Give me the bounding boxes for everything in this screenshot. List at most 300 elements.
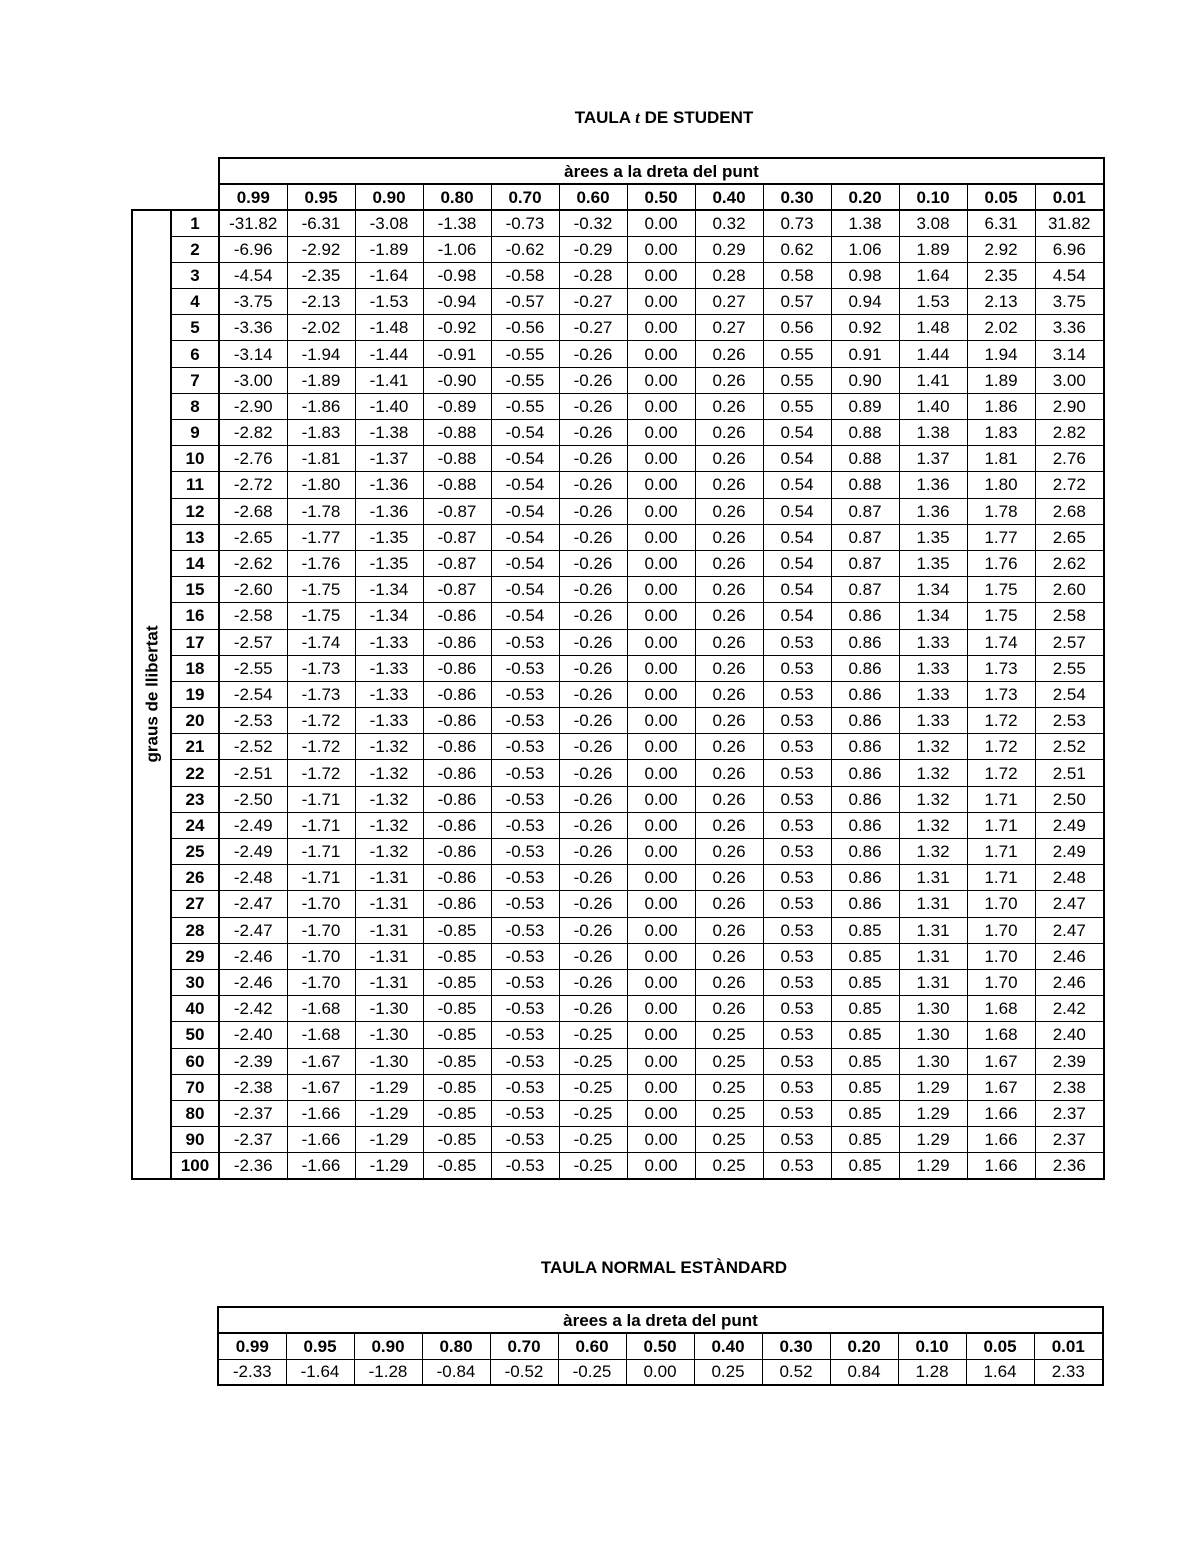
degrees-of-freedom-text: graus de llibertat [142, 625, 161, 763]
value-cell: 1.70 [967, 969, 1035, 995]
probability-header: 0.40 [695, 184, 763, 210]
value-cell: 1.73 [967, 655, 1035, 681]
value-cell: 1.81 [967, 446, 1035, 472]
value-cell: 0.87 [831, 550, 899, 576]
value-cell: 1.70 [967, 891, 1035, 917]
value-cell: -0.54 [491, 577, 559, 603]
value-cell: -1.06 [423, 236, 491, 262]
df-cell: 10 [171, 446, 219, 472]
value-cell: -0.53 [491, 1127, 559, 1153]
value-cell: -2.13 [287, 289, 355, 315]
df-cell: 5 [171, 315, 219, 341]
value-cell: 0.87 [831, 498, 899, 524]
value-cell: 1.33 [899, 708, 967, 734]
value-cell: -0.86 [423, 891, 491, 917]
value-cell: -2.47 [219, 891, 287, 917]
value-cell: -0.54 [491, 603, 559, 629]
value-cell: 3.08 [899, 210, 967, 236]
probability-header: 0.99 [219, 184, 287, 210]
value-cell: -0.86 [423, 812, 491, 838]
normal-probability-header: 0.20 [830, 1333, 898, 1359]
value-cell: -1.31 [355, 865, 423, 891]
normal-probability-header: 0.30 [762, 1333, 830, 1359]
value-cell: -2.39 [219, 1048, 287, 1074]
value-cell: 0.86 [831, 891, 899, 917]
value-cell: -1.70 [287, 891, 355, 917]
value-cell: 0.89 [831, 393, 899, 419]
value-cell: 2.62 [1035, 550, 1104, 576]
df-cell: 19 [171, 681, 219, 707]
df-cell: 1 [171, 210, 219, 236]
value-cell: 0.54 [763, 524, 831, 550]
value-cell: 0.56 [763, 315, 831, 341]
normal-probability-header: 0.80 [422, 1333, 490, 1359]
value-cell: 0.53 [763, 1100, 831, 1126]
value-cell: -0.86 [423, 708, 491, 734]
value-cell: 3.36 [1035, 315, 1104, 341]
value-cell: 2.38 [1035, 1074, 1104, 1100]
value-cell: -1.66 [287, 1127, 355, 1153]
value-cell: 0.86 [831, 865, 899, 891]
value-cell: -0.29 [559, 236, 627, 262]
value-cell: -0.62 [491, 236, 559, 262]
value-cell: 1.66 [967, 1127, 1035, 1153]
blank-cell [131, 1307, 170, 1333]
value-cell: -0.53 [491, 1100, 559, 1126]
value-cell: 31.82 [1035, 210, 1104, 236]
value-cell: 0.00 [627, 865, 695, 891]
table-row [132, 341, 1104, 367]
value-cell: 1.66 [967, 1100, 1035, 1126]
value-cell: -1.30 [355, 996, 423, 1022]
value-cell: 1.29 [899, 1127, 967, 1153]
value-cell: 1.29 [899, 1074, 967, 1100]
value-cell: -0.86 [423, 629, 491, 655]
value-cell: -2.54 [219, 681, 287, 707]
value-cell: 0.85 [831, 996, 899, 1022]
value-cell: 0.26 [695, 420, 763, 446]
probability-header: 0.80 [423, 184, 491, 210]
value-cell: 2.51 [1035, 760, 1104, 786]
value-cell: 0.26 [695, 891, 763, 917]
value-cell: -2.76 [219, 446, 287, 472]
value-cell: -1.77 [287, 524, 355, 550]
probability-header: 0.95 [287, 184, 355, 210]
value-cell: -1.71 [287, 812, 355, 838]
value-cell: -1.66 [287, 1153, 355, 1179]
value-cell: -2.40 [219, 1022, 287, 1048]
value-cell: 0.27 [695, 289, 763, 315]
value-cell: -0.53 [491, 1022, 559, 1048]
value-cell: 1.86 [967, 393, 1035, 419]
value-cell: -0.25 [559, 1074, 627, 1100]
value-cell: -2.35 [287, 262, 355, 288]
value-cell: -1.31 [355, 969, 423, 995]
value-cell: -0.86 [423, 786, 491, 812]
df-cell: 80 [171, 1100, 219, 1126]
value-cell: 1.30 [899, 1022, 967, 1048]
value-cell: 0.26 [695, 839, 763, 865]
value-cell: -3.36 [219, 315, 287, 341]
value-cell: -0.86 [423, 655, 491, 681]
df-cell: 90 [171, 1127, 219, 1153]
value-cell: 0.53 [763, 891, 831, 917]
value-cell: 0.86 [831, 734, 899, 760]
value-cell: 0.00 [627, 891, 695, 917]
value-cell: 0.86 [831, 786, 899, 812]
value-cell: -0.25 [559, 1127, 627, 1153]
probability-header: 0.70 [491, 184, 559, 210]
value-cell: -1.68 [287, 996, 355, 1022]
value-cell: -2.58 [219, 603, 287, 629]
value-cell: 0.88 [831, 446, 899, 472]
df-cell: 27 [171, 891, 219, 917]
value-cell: 1.31 [899, 969, 967, 995]
value-cell: 1.72 [967, 760, 1035, 786]
value-cell: -1.75 [287, 577, 355, 603]
value-cell: 0.53 [763, 734, 831, 760]
value-cell: -0.87 [423, 577, 491, 603]
normal-value-cell: -0.52 [490, 1359, 558, 1385]
value-cell: -2.53 [219, 708, 287, 734]
value-cell: 0.25 [695, 1048, 763, 1074]
value-cell: -0.85 [423, 1127, 491, 1153]
value-cell: -1.41 [355, 367, 423, 393]
value-cell: -6.31 [287, 210, 355, 236]
value-cell: 0.86 [831, 760, 899, 786]
value-cell: 1.41 [899, 367, 967, 393]
value-cell: -0.25 [559, 1022, 627, 1048]
value-cell: 1.40 [899, 393, 967, 419]
value-cell: 1.38 [899, 420, 967, 446]
value-cell: 0.27 [695, 315, 763, 341]
value-cell: 0.00 [627, 1100, 695, 1126]
value-cell: 0.00 [627, 734, 695, 760]
normal-value-cell: 1.28 [898, 1359, 966, 1385]
value-cell: -0.54 [491, 550, 559, 576]
value-cell: -0.26 [559, 367, 627, 393]
value-cell: 1.48 [899, 315, 967, 341]
table-row [132, 839, 1104, 865]
value-cell: 1.30 [899, 1048, 967, 1074]
value-cell: 2.47 [1035, 891, 1104, 917]
value-cell: -1.73 [287, 681, 355, 707]
value-cell: 1.73 [967, 681, 1035, 707]
value-cell: 0.26 [695, 393, 763, 419]
value-cell: 1.75 [967, 603, 1035, 629]
normal-value-cell: 0.25 [694, 1359, 762, 1385]
value-cell: -1.75 [287, 603, 355, 629]
value-cell: -1.29 [355, 1100, 423, 1126]
value-cell: 1.44 [899, 341, 967, 367]
df-cell: 70 [171, 1074, 219, 1100]
df-cell: 2 [171, 236, 219, 262]
df-cell: 40 [171, 996, 219, 1022]
table-row [132, 760, 1104, 786]
value-cell: 1.89 [967, 367, 1035, 393]
value-cell: 0.26 [695, 943, 763, 969]
value-cell: 1.36 [899, 472, 967, 498]
value-cell: 0.25 [695, 1100, 763, 1126]
value-cell: -3.00 [219, 367, 287, 393]
value-cell: 0.53 [763, 1048, 831, 1074]
value-cell: 0.57 [763, 289, 831, 315]
value-cell: 2.55 [1035, 655, 1104, 681]
value-cell: -1.37 [355, 446, 423, 472]
value-cell: -2.55 [219, 655, 287, 681]
value-cell: -1.32 [355, 839, 423, 865]
value-cell: 0.53 [763, 708, 831, 734]
value-cell: -1.86 [287, 393, 355, 419]
value-cell: 0.26 [695, 472, 763, 498]
value-cell: 0.00 [627, 943, 695, 969]
area-header: àrees a la dreta del punt [219, 158, 1104, 184]
value-cell: -1.94 [287, 341, 355, 367]
value-cell: 0.94 [831, 289, 899, 315]
value-cell: 0.00 [627, 393, 695, 419]
value-cell: 0.86 [831, 603, 899, 629]
value-cell: -0.98 [423, 262, 491, 288]
value-cell: 1.67 [967, 1074, 1035, 1100]
table-row [132, 315, 1104, 341]
value-cell: -2.62 [219, 550, 287, 576]
table-row [132, 865, 1104, 891]
value-cell: 0.00 [627, 367, 695, 393]
value-cell: -1.36 [355, 472, 423, 498]
df-cell: 24 [171, 812, 219, 838]
value-cell: 1.80 [967, 472, 1035, 498]
value-cell: 1.37 [899, 446, 967, 472]
value-cell: 0.00 [627, 681, 695, 707]
value-cell: 2.42 [1035, 996, 1104, 1022]
value-cell: 2.49 [1035, 839, 1104, 865]
df-cell: 17 [171, 629, 219, 655]
value-cell: -0.26 [559, 603, 627, 629]
value-cell: 0.00 [627, 498, 695, 524]
value-cell: -1.72 [287, 734, 355, 760]
value-cell: -2.42 [219, 996, 287, 1022]
value-cell: -0.87 [423, 524, 491, 550]
value-cell: -2.82 [219, 420, 287, 446]
value-cell: 0.86 [831, 708, 899, 734]
value-cell: -1.66 [287, 1100, 355, 1126]
table-row [132, 289, 1104, 315]
t-title-symbol: t [635, 108, 640, 127]
value-cell: -1.38 [355, 420, 423, 446]
df-cell: 29 [171, 943, 219, 969]
t-student-table [131, 157, 1105, 1180]
value-cell: 2.57 [1035, 629, 1104, 655]
value-cell: 1.31 [899, 891, 967, 917]
value-cell: -0.94 [423, 289, 491, 315]
area-header-row [132, 158, 1104, 184]
value-cell: 0.53 [763, 996, 831, 1022]
table-row [132, 393, 1104, 419]
value-cell: -0.26 [559, 996, 627, 1022]
value-cell: 1.72 [967, 734, 1035, 760]
value-cell: -0.87 [423, 550, 491, 576]
df-cell: 100 [171, 1153, 219, 1179]
value-cell: 0.85 [831, 917, 899, 943]
value-cell: -1.29 [355, 1153, 423, 1179]
value-cell: -2.52 [219, 734, 287, 760]
value-cell: -0.53 [491, 812, 559, 838]
value-cell: 1.71 [967, 839, 1035, 865]
value-cell: -1.71 [287, 865, 355, 891]
blank-cell [170, 1307, 218, 1333]
value-cell: 0.25 [695, 1153, 763, 1179]
value-cell: 2.60 [1035, 577, 1104, 603]
value-cell: 0.86 [831, 839, 899, 865]
value-cell: 2.54 [1035, 681, 1104, 707]
value-cell: -1.32 [355, 734, 423, 760]
value-cell: 1.64 [899, 262, 967, 288]
value-cell: -0.85 [423, 1048, 491, 1074]
value-cell: -0.53 [491, 708, 559, 734]
value-cell: -0.85 [423, 996, 491, 1022]
value-cell: 0.54 [763, 420, 831, 446]
value-cell: 0.53 [763, 969, 831, 995]
blank-cell [171, 184, 219, 210]
df-cell: 26 [171, 865, 219, 891]
value-cell: 0.26 [695, 524, 763, 550]
normal-probability-header: 0.40 [694, 1333, 762, 1359]
normal-probability-header: 0.01 [1034, 1333, 1103, 1359]
value-cell: 1.33 [899, 655, 967, 681]
value-cell: 1.36 [899, 498, 967, 524]
value-cell: -0.53 [491, 865, 559, 891]
value-cell: -0.26 [559, 498, 627, 524]
value-cell: 0.00 [627, 210, 695, 236]
df-cell: 22 [171, 760, 219, 786]
value-cell: 0.00 [627, 577, 695, 603]
degrees-of-freedom-label [132, 210, 171, 1179]
value-cell: 1.70 [967, 943, 1035, 969]
value-cell: 1.94 [967, 341, 1035, 367]
value-cell: -1.48 [355, 315, 423, 341]
value-cell: -1.30 [355, 1022, 423, 1048]
value-cell: 1.34 [899, 577, 967, 603]
value-cell: -2.50 [219, 786, 287, 812]
value-cell: 0.26 [695, 577, 763, 603]
value-cell: 0.73 [763, 210, 831, 236]
value-cell: 2.49 [1035, 812, 1104, 838]
value-cell: -1.34 [355, 577, 423, 603]
value-cell: 0.25 [695, 1127, 763, 1153]
value-cell: 0.26 [695, 812, 763, 838]
value-cell: -31.82 [219, 210, 287, 236]
df-cell: 28 [171, 917, 219, 943]
normal-probability-header: 0.90 [354, 1333, 422, 1359]
value-cell: -2.65 [219, 524, 287, 550]
value-cell: 0.26 [695, 498, 763, 524]
value-cell: 0.00 [627, 1074, 695, 1100]
df-cell: 13 [171, 524, 219, 550]
value-cell: 0.00 [627, 472, 695, 498]
value-cell: -0.86 [423, 734, 491, 760]
normal-value-cell: 1.64 [966, 1359, 1034, 1385]
value-cell: 0.00 [627, 812, 695, 838]
df-cell: 3 [171, 262, 219, 288]
value-cell: -1.64 [355, 262, 423, 288]
value-cell: -0.55 [491, 393, 559, 419]
value-cell: -0.53 [491, 891, 559, 917]
value-cell: 0.53 [763, 1153, 831, 1179]
value-cell: -0.53 [491, 655, 559, 681]
df-cell: 12 [171, 498, 219, 524]
value-cell: -1.76 [287, 550, 355, 576]
value-cell: -0.26 [559, 786, 627, 812]
normal-value-cell: 2.33 [1034, 1359, 1103, 1385]
value-cell: 1.38 [831, 210, 899, 236]
probability-header: 0.30 [763, 184, 831, 210]
value-cell: 0.26 [695, 786, 763, 812]
value-cell: -0.88 [423, 420, 491, 446]
probability-header-row [132, 184, 1104, 210]
value-cell: -0.92 [423, 315, 491, 341]
value-cell: 0.53 [763, 760, 831, 786]
value-cell: 1.68 [967, 1022, 1035, 1048]
value-cell: 1.35 [899, 550, 967, 576]
value-cell: 0.00 [627, 760, 695, 786]
value-cell: 0.88 [831, 472, 899, 498]
normal-table-title: TAULA NORMAL ESTÀNDARD [540, 1258, 788, 1277]
normal-probability-header-row [131, 1333, 1103, 1359]
value-cell: 0.54 [763, 550, 831, 576]
value-cell: 1.29 [899, 1153, 967, 1179]
normal-probability-header: 0.10 [898, 1333, 966, 1359]
normal-area-header-row [131, 1307, 1103, 1333]
value-cell: -0.26 [559, 734, 627, 760]
value-cell: -2.57 [219, 629, 287, 655]
value-cell: -2.51 [219, 760, 287, 786]
value-cell: -0.26 [559, 655, 627, 681]
table-row [132, 1100, 1104, 1126]
blank-cell [132, 158, 171, 184]
value-cell: 0.26 [695, 734, 763, 760]
blank-cell [131, 1333, 170, 1359]
table-row [132, 1074, 1104, 1100]
value-cell: 1.32 [899, 786, 967, 812]
value-cell: 1.71 [967, 865, 1035, 891]
value-cell: -0.25 [559, 1048, 627, 1074]
value-cell: -0.53 [491, 760, 559, 786]
blank-cell [170, 1359, 218, 1385]
value-cell: 6.96 [1035, 236, 1104, 262]
value-cell: 0.54 [763, 577, 831, 603]
df-cell: 6 [171, 341, 219, 367]
table-row [132, 446, 1104, 472]
table-row [132, 1153, 1104, 1179]
table-row [132, 734, 1104, 760]
value-cell: 1.33 [899, 681, 967, 707]
value-cell: -1.33 [355, 681, 423, 707]
value-cell: 0.53 [763, 865, 831, 891]
value-cell: 0.85 [831, 1022, 899, 1048]
value-cell: 1.78 [967, 498, 1035, 524]
normal-value-cell: 0.52 [762, 1359, 830, 1385]
table-row [132, 655, 1104, 681]
value-cell: 0.87 [831, 577, 899, 603]
value-cell: -0.26 [559, 969, 627, 995]
value-cell: 0.53 [763, 1127, 831, 1153]
value-cell: -0.25 [559, 1100, 627, 1126]
value-cell: 0.53 [763, 917, 831, 943]
t-title-prefix: TAULA [574, 108, 631, 127]
value-cell: -0.26 [559, 446, 627, 472]
value-cell: -2.48 [219, 865, 287, 891]
value-cell: -2.36 [219, 1153, 287, 1179]
